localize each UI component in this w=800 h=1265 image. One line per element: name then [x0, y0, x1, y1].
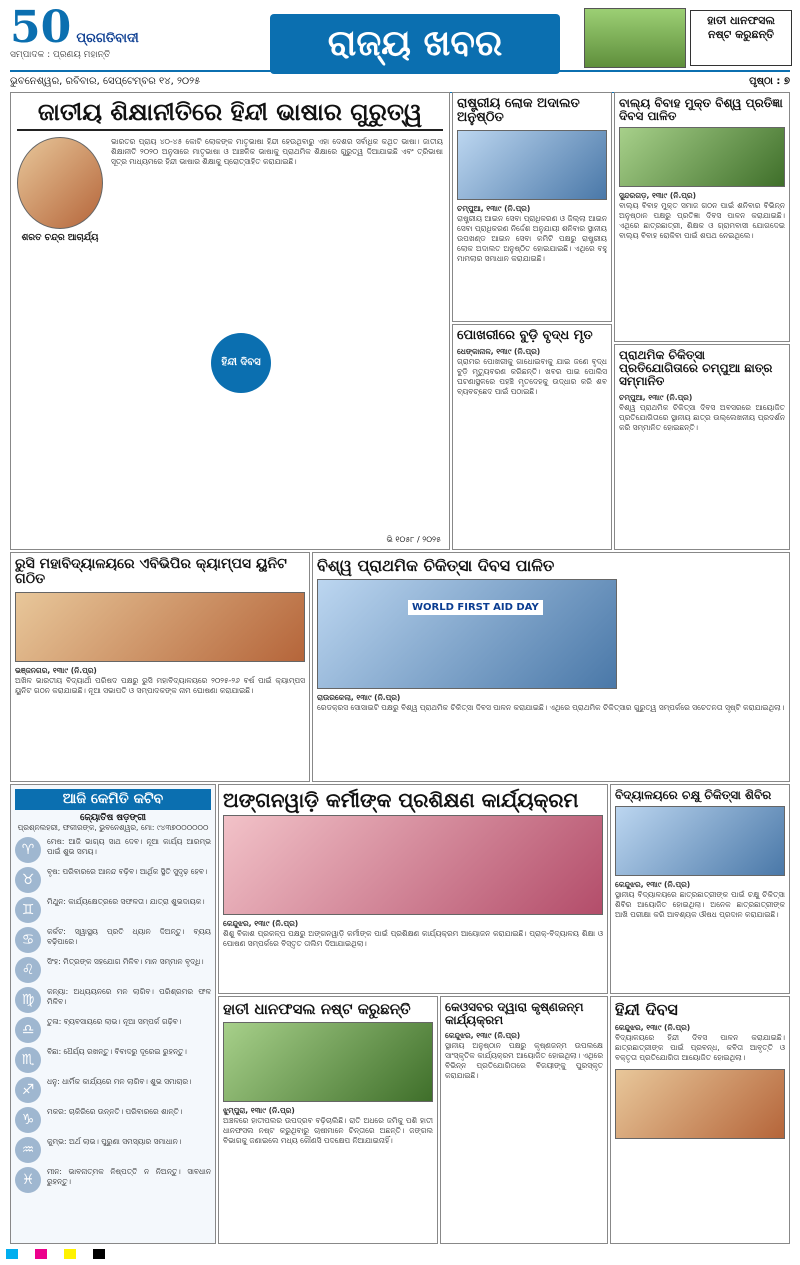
horoscope-signs — [15, 837, 211, 1193]
balya-bibaha-headline: ବାଲ୍ୟ ବିବାହ ମୁକ୍ତ ବିଶ୍ୱ ପ୍ରତିଜ୍ଞା ଦିବସ ପାଳିତ — [619, 96, 783, 124]
lok-adalat-article — [452, 92, 612, 322]
balya-bibaha-body: ବାଲ୍ୟ ବିବାହ ମୁକ୍ତ ସମାଜ ଗଠନ ପାଇଁ ଶନିବାର ବିଭିନ୍ନ ଅନୁଷ୍ଠାନ ପକ୍ଷରୁ ପ୍ରତିଜ୍ଞା ଦିବସ ପାଳନ କରାଯାଇଛି। ଏଥିରେ ଛାତ୍ରଛାତ୍ରୀ, ଶିକ୍ଷକ ଓ ଗ୍ରାମବାସୀ ଯୋଗଦେଇ ବାଲ୍ୟ ବିବାହ ରୋକିବା ପାଇଁ ଶପଥ ନେଇଥିଲେ। — [619, 201, 785, 241]
pokhari-headline: ପୋଖରୀରେ ବୁଡ଼ି ବୃଦ୍ଧ ମୃତ — [457, 328, 593, 343]
horoscope-sign-row — [15, 897, 211, 923]
eye-camp-photo — [615, 806, 785, 876]
anganwadi-article — [218, 784, 608, 994]
horoscope-sign-row — [15, 987, 211, 1013]
horoscope-sign-row — [15, 1107, 211, 1133]
balya-bibaha-photo — [619, 127, 785, 187]
logo-tagline: ସମ୍ପାଦକ : ପ୍ରଣୟ ମହାନ୍ତି — [10, 50, 111, 60]
author-photo — [17, 137, 103, 229]
horoscope-sign-text: କର୍କଟ: ସ୍ୱାସ୍ଥ୍ୟ ପ୍ରତି ଧ୍ୟାନ ଦିଅନ୍ତୁ। ବ୍ୟୟ ବଢ଼ିପାରେ। — [47, 927, 211, 947]
first-aid-day-article — [312, 552, 790, 782]
horoscope-sign-row — [15, 837, 211, 863]
logo-name: ପ୍ରଗତିବାଦୀ — [76, 31, 139, 46]
first-aid-competition-dateline: ଚମ୍ପୁଆ, ୧୩ା୯ (ନି.ପ୍ର) — [619, 392, 693, 402]
eye-camp-body: ସ୍ଥାନୀୟ ବିଦ୍ୟାଳୟରେ ଛାତ୍ରଛାତ୍ରୀଙ୍କ ପାଇଁ ଚକ୍ଷୁ ଚିକିତ୍ସା ଶିବିର ଆୟୋଜିତ ହୋଇଥିଲା। ଅନେକ ଛାତ୍ରଛାତ୍ରୀଙ୍କ ଆଖି ପରୀକ୍ଷା କରି ଆବଶ୍ୟକ ଔଷଧ ପ୍ରଦାନ କରାଯାଇଛି। — [615, 890, 785, 920]
zodiac-sign-icon: ♍ — [15, 987, 41, 1013]
keonjhar-body: ସ୍ଥାନୀୟ ଅନୁଷ୍ଠାନ ପକ୍ଷରୁ କୃଷ୍ଣଜନ୍ମ ଉପଲକ୍ଷେ ସାଂସ୍କୃତିକ କାର୍ଯ୍ୟକ୍ରମ ଆୟୋଜିତ ହୋଇଥିଲା। ଏଥିରେ ବିଭିନ୍ନ ପ୍ରତିଯୋଗିତାରେ ବିଜୟୀଙ୍କୁ ପୁରସ୍କୃତ କରାଯାଇଛି। — [445, 1041, 603, 1081]
lok-adalat-photo — [457, 130, 607, 200]
first-aid-day-photo — [317, 579, 617, 689]
horoscope-sign-row — [15, 927, 211, 953]
lead-body: ଭାରତର ପ୍ରାୟ ୪୦-୪୫ କୋଟି ଲୋକଙ୍କ ମାତୃଭାଷା ହିନ୍ଦୀ ହେଉଥିବାରୁ ଏହା ଦେଶର ସର୍ବାଧିକ କଥିତ ଭାଷା। ଜାତୀୟ ଶିକ୍ଷାନୀତି ୨୦୨୦ ଅନୁସାରେ ମାତୃଭାଷା ଓ ଆଞ୍ଚଳିକ ଭାଷାକୁ ପ୍ରାଥମିକ ଶିକ୍ଷାରେ ଗୁରୁତ୍ୱ ଦିଆଯାଇଛି ଏବଂ ତ୍ରିଭାଷା ସୂତ୍ର ମାଧ୍ୟମରେ ହିନ୍ଦୀ ଭାଷାର ଶିକ୍ଷାକୁ ପ୍ରୋତ୍ସାହିତ କରାଯାଇଛି। — [111, 137, 443, 167]
horoscope-sign-text: ବିଛା: ଧୈର୍ଯ୍ୟ ରଖନ୍ତୁ। ବିବାଦରୁ ଦୂରେଇ ରୁହନ୍ତୁ। — [47, 1047, 187, 1057]
elephant-headline: ହାତୀ ଧାନଫସଲ ନଷ୍ଟ କରୁଛନ୍ତି — [223, 1000, 411, 1018]
balya-bibaha-article — [614, 92, 790, 342]
lead-article — [10, 92, 450, 550]
pokhari-body: ଗ୍ରାମର ପୋଖରୀକୁ ଗାଧୋଇବାକୁ ଯାଇ ଜଣେ ବୃଦ୍ଧ ବୁଡ଼ି ମୃତ୍ୟୁବରଣ କରିଛନ୍ତି। ଖବର ପାଇ ପୋଲିସ ଘଟଣାସ୍ଥଳରେ ପହଞ୍ଚି ମୃତଦେହକୁ ଉଦ୍ଧାର କରି ଶବ ବ୍ୟବଚ୍ଛେଦ ପାଇଁ ପଠାଇଛି। — [457, 357, 607, 397]
elephant-article — [218, 996, 438, 1244]
zodiac-sign-icon: ♐ — [15, 1077, 41, 1103]
lok-adalat-dateline: ଚମ୍ପୁଆ, ୧୩ା୯ (ନି.ପ୍ର) — [457, 203, 531, 213]
cyan-swatch — [6, 1249, 18, 1259]
zodiac-sign-icon: ♑ — [15, 1107, 41, 1133]
keonjhar-dateline: କେନ୍ଦୁଝର, ୧୩ା୯ (ନି.ପ୍ର) — [445, 1031, 521, 1041]
keonjhar-headline: କେଓସବର ଦ୍ୱାରା କୃଷ୍ଣଜନ୍ମ କାର୍ଯ୍ୟକ୍ରମ — [445, 1000, 584, 1028]
zodiac-sign-icon: ♈ — [15, 837, 41, 863]
eye-camp-headline: ବିଦ୍ୟାଳୟରେ ଚକ୍ଷୁ ଚିକିତ୍ସା ଶିବିର — [615, 788, 772, 802]
zodiac-sign-icon: ♒ — [15, 1137, 41, 1163]
masthead-logo — [10, 2, 220, 66]
horoscope-sign-row — [15, 1167, 211, 1193]
horoscope-sign-row — [15, 1137, 211, 1163]
elephant-photo — [223, 1022, 433, 1102]
horoscope-author: ଜ୍ୟୋତିଷ ଷଡ଼ଙ୍ଗୀ — [79, 813, 147, 824]
lead-footer-code: ଭି ୧୦୫୮ / ୨୦୨୫ — [386, 535, 441, 544]
first-aid-day-dateline: ରାଉରକେଲା, ୧୩ା୯ (ନି.ପ୍ର) — [317, 692, 401, 702]
magenta-swatch — [35, 1249, 47, 1259]
hindi-diwas-photo — [615, 1069, 785, 1139]
first-aid-competition-article — [614, 344, 790, 550]
zodiac-sign-icon: ♏ — [15, 1047, 41, 1073]
issue-date: ଭୁବନେଶ୍ୱର, ରବିବାର, ସେପ୍ଟେମ୍ବର ୧୪, ୨୦୨୫ — [10, 76, 201, 87]
rusi-college-photo — [15, 592, 305, 662]
zodiac-sign-icon: ♎ — [15, 1017, 41, 1043]
horoscope-sign-text: ମିଥୁନ: କାର୍ଯ୍ୟକ୍ଷେତ୍ରରେ ସଫଳତା। ଯାତ୍ରା ଶୁଭଦାୟକ। — [47, 897, 205, 907]
horoscope-sign-text: କୁମ୍ଭ: ଅର୍ଥ ଲାଭ। ପୁରୁଣା ସମସ୍ୟାର ସମାଧାନ। — [47, 1137, 182, 1147]
first-aid-competition-headline: ପ୍ରାଥମିକ ଚିକିତ୍ସା ପ୍ରତିଯୋଗିତାରେ ଚମ୍ପୁଆ ଛାତ୍ର ସମ୍ମାନିତ — [619, 348, 773, 389]
horoscope-sign-text: ମୀନ: ଭାବନାତ୍ମକ ନିଷ୍ପତ୍ତି ନ ନିଅନ୍ତୁ। ସାବଧାନ ରୁହନ୍ତୁ। — [47, 1167, 211, 1187]
section-title: ରାଜ୍ୟ ଖବର — [270, 14, 560, 74]
horoscope-sign-text: ଧନୁ: ଧାର୍ମିକ କାର୍ଯ୍ୟରେ ମନ ଲାଗିବ। ଶୁଭ ସମାଚାର। — [47, 1077, 192, 1087]
anganwadi-body: ଶିଶୁ ବିକାଶ ପ୍ରକଳ୍ପ ପକ୍ଷରୁ ଅଙ୍ଗନୱାଡ଼ି କର୍ମୀଙ୍କ ପାଇଁ ପ୍ରଶିକ୍ଷଣ କାର୍ଯ୍ୟକ୍ରମ ଆୟୋଜନ କରାଯାଇଛି। ପ୍ରାକ୍-ବିଦ୍ୟାଳୟ ଶିକ୍ଷା ଓ ପୋଷଣ ସମ୍ପର୍କରେ ବିସ୍ତୃତ ତାଲିମ ଦିଆଯାଇଥିଲା। — [223, 929, 603, 948]
first-aid-day-body: ରେଡକ୍ରସ ସୋସାଇଟି ପକ୍ଷରୁ ବିଶ୍ୱ ପ୍ରାଥମିକ ଚିକିତ୍ସା ଦିବସ ପାଳନ କରାଯାଇଛି। ଏଥିରେ ପ୍ରାଥମିକ ଚିକିତ୍ସାର ଗୁରୁତ୍ୱ ସମ୍ପର୍କରେ ସଚେତନତା ସୃଷ୍ଟି କରାଯାଇଥିଲା। — [317, 702, 785, 712]
promo-teaser[interactable]: ହାତୀ ଧାନଫସଲ ନଷ୍ଟ କରୁଛନ୍ତି — [690, 10, 792, 66]
horoscope-address: ପ୍ରଶ୍ନଲହରୀ, ଫକୀରଙ୍କ, ଭୁବନେଶ୍ୱର, ମୋ: ୯୪୩୭୦୦୦୦୦୦ — [17, 823, 209, 833]
author-byline: ଶରତ ଚନ୍ଦ୍ର ଆଚାର୍ଯ୍ୟ — [21, 233, 99, 244]
anganwadi-dateline: କେନ୍ଦୁଝର, ୧୩ା୯ (ନି.ପ୍ର) — [223, 919, 299, 928]
elephant-dateline: ଝୁମ୍ପୁରା, ୧୩ା୯ (ନି.ପ୍ର) — [223, 1105, 295, 1115]
print-registration-bar — [0, 1246, 800, 1260]
zodiac-sign-icon: ♉ — [15, 867, 41, 893]
horoscope-sign-text: ମେଷ: ଆଜି ଭାଗ୍ୟ ସାଥ ଦେବ। ନୂଆ କାର୍ଯ୍ୟ ଆରମ୍ଭ ପାଇଁ ଶୁଭ ସମୟ। — [47, 837, 211, 857]
elephant-body: ଅଞ୍ଚଳରେ ହାତୀପଲର ଉପଦ୍ରବ ବଢ଼ିଚାଲିଛି। ରାତି ଅଧରେ ଜମିକୁ ପଶି ହାତୀ ଧାନଫସଲ ନଷ୍ଟ କରୁଥିବାରୁ ଚାଷୀମାନେ ଚିନ୍ତାରେ ଅଛନ୍ତି। ଜଙ୍ଗଲ ବିଭାଗକୁ ଜଣାଇଲେ ମଧ୍ୟ କୌଣସି ପଦକ୍ଷେପ ନିଆଯାଇନାହିଁ। — [223, 1115, 433, 1145]
page-number: ପୃଷ୍ଠା : ୭ — [749, 76, 790, 87]
rusi-college-article — [10, 552, 310, 782]
lok-adalat-headline: ରାଷ୍ଟ୍ରୀୟ ଲୋକ ଅଦାଲତ ଅନୁଷ୍ଠିତ — [457, 96, 580, 126]
first-aid-day-banner: WORLD FIRST AID DAY — [408, 600, 543, 615]
first-aid-competition-body: ବିଶ୍ୱ ପ୍ରାଥମିକ ଚିକିତ୍ସା ଦିବସ ଅବସରରେ ଆୟୋଜିତ ପ୍ରତିଯୋଗିତାରେ ସ୍ଥାନୀୟ ଛାତ୍ର ଉଲ୍ଲେଖନୀୟ ପ୍ରଦର୍ଶନ କରି ସମ୍ମାନିତ ହୋଇଛନ୍ତି। — [619, 402, 785, 432]
balya-bibaha-dateline: ସୁନ୍ଦରଗଡ଼, ୧୩ା୯ (ନି.ପ୍ର) — [619, 191, 697, 201]
horoscope-sign-text: କନ୍ୟା: ଅଧ୍ୟୟନରେ ମନ ଲାଗିବ। ପରିଶ୍ରମର ଫଳ ମିଳିବ। — [47, 987, 211, 1007]
eye-camp-dateline: କେନ୍ଦୁଝର, ୧୩ା୯ (ନି.ପ୍ର) — [615, 880, 691, 890]
keonjhar-article — [440, 996, 608, 1244]
zodiac-sign-icon: ♌ — [15, 957, 41, 983]
rusi-college-body: ଅଖିଳ ଭାରତୀୟ ବିଦ୍ୟାର୍ଥୀ ପରିଷଦ ପକ୍ଷରୁ ରୁସି ମହାବିଦ୍ୟାଳୟରେ ୨୦୨୫-୨୬ ବର୍ଷ ପାଇଁ କ୍ୟାମ୍ପସ ୟୁନିଟ ଗଠନ କରାଯାଇଛି। ନୂଆ ସଭାପତି ଓ ସମ୍ପାଦକଙ୍କ ନାମ ଘୋଷଣା କରାଯାଇଛି। — [15, 675, 305, 695]
horoscope-sign-text: ସିଂହ: ମିତ୍ରଙ୍କ ସହଯୋଗ ମିଳିବ। ମାନ ସମ୍ମାନ ବୃଦ୍ଧି। — [47, 957, 204, 967]
lead-headline: ଜାତୀୟ ଶିକ୍ଷାନୀତିରେ ହିନ୍ଦୀ ଭାଷାର ଗୁରୁତ୍ୱ — [17, 99, 443, 131]
eye-camp-article — [610, 784, 790, 994]
rusi-college-headline: ରୁସି ମହାବିଦ୍ୟାଳୟରେ ଏବିଭିପିର କ୍ୟାମ୍ପସ ୟୁନିଟ ଗଠିତ — [15, 556, 287, 588]
horoscope-sign-row — [15, 1047, 211, 1073]
anganwadi-headline: ଅଙ୍ଗନୱାଡ଼ି କର୍ମୀଙ୍କ ପ୍ରଶିକ୍ଷଣ କାର୍ଯ୍ୟକ୍ରମ — [223, 788, 579, 812]
horoscope-sign-text: ତୁଳା: ବ୍ୟବସାୟରେ ଲାଭ। ନୂଆ ସମ୍ପର୍କ ଗଢ଼ିବ। — [47, 1017, 182, 1027]
horoscope-sign-row — [15, 867, 211, 893]
horoscope-column — [10, 784, 216, 1244]
zodiac-sign-icon: ♓ — [15, 1167, 41, 1193]
horoscope-sign-row — [15, 1077, 211, 1103]
horoscope-sign-row — [15, 1017, 211, 1043]
zodiac-sign-icon: ♊ — [15, 897, 41, 923]
promo-thumbnail[interactable] — [584, 8, 686, 68]
hindi-diwas-headline: ହିନ୍ଦୀ ଦିବସ — [615, 1000, 678, 1019]
horoscope-sign-text: ବୃଷ: ପରିବାରରେ ଆନନ୍ଦ ବଢ଼ିବ। ଆର୍ଥିକ ସ୍ଥିତି ସୁଦୃଢ଼ ହେବ। — [47, 867, 208, 877]
horoscope-sign-row — [15, 957, 211, 983]
rusi-college-dateline: ଭଞ୍ଜନଗର, ୧୩ା୯ (ନି.ପ୍ର) — [15, 665, 97, 675]
zodiac-sign-icon: ♋ — [15, 927, 41, 953]
anganwadi-photo — [223, 815, 603, 915]
logo-anniversary-number: 50 — [10, 2, 72, 53]
hindi-diwas-body: ବିଦ୍ୟାଳୟରେ ହିନ୍ଦୀ ଦିବସ ପାଳନ କରାଯାଇଛି। ଛାତ୍ରଛାତ୍ରୀଙ୍କ ପାଇଁ ପ୍ରବନ୍ଧ, କବିତା ଆବୃତ୍ତି ଓ ବକ୍ତୃତା ପ୍ରତିଯୋଗିତା ଆୟୋଜିତ ହୋଇଥିଲା। — [615, 1032, 785, 1062]
pokhari-article — [452, 324, 612, 550]
first-aid-day-headline: ବିଶ୍ୱ ପ୍ରାଥମିକ ଚିକିତ୍ସା ଦିବସ ପାଳିତ — [317, 556, 555, 575]
lok-adalat-body: ରାଷ୍ଟ୍ରୀୟ ଆଇନ ସେବା ପ୍ରାଧିକରଣ ଓ ଜିଲ୍ଲା ଆଇନ ସେବା ପ୍ରାଧିକରଣ ନିର୍ଦ୍ଦେଶ ଅନୁଯାୟୀ ଶନିବାର ସ୍ଥାନୀୟ ଉପଖଣ୍ଡ ଆଇନ ସେବା କମିଟି ପକ୍ଷରୁ ରାଷ୍ଟ୍ରୀୟ ଲୋକ ଅଦାଲତ ଅନୁଷ୍ଠିତ ହୋଇଯାଇଛି। ଏଥିରେ ବହୁ ମାମଲାର ସମାଧାନ କରାଯାଇଛି। — [457, 213, 607, 263]
dateline-bar — [10, 70, 790, 93]
horoscope-sign-text: ମକର: ଚାକିରିରେ ଉନ୍ନତି। ପରିବାରରେ ଶାନ୍ତି। — [47, 1107, 183, 1117]
horoscope-headline: ଆଜି କେମିତି କଟିବ — [15, 789, 211, 810]
hindi-diwas-article — [610, 996, 790, 1244]
hindi-diwas-badge: ହିନ୍ଦୀ ଦିବସ — [211, 333, 271, 393]
black-swatch — [93, 1249, 105, 1259]
yellow-swatch — [64, 1249, 76, 1259]
pokhari-dateline: ଧେଙ୍କାନାଳ, ୧୩ା୯ (ନି.ପ୍ର) — [457, 347, 541, 357]
hindi-diwas-dateline: କେନ୍ଦୁଝର, ୧୩ା୯ (ନି.ପ୍ର) — [615, 1022, 691, 1032]
